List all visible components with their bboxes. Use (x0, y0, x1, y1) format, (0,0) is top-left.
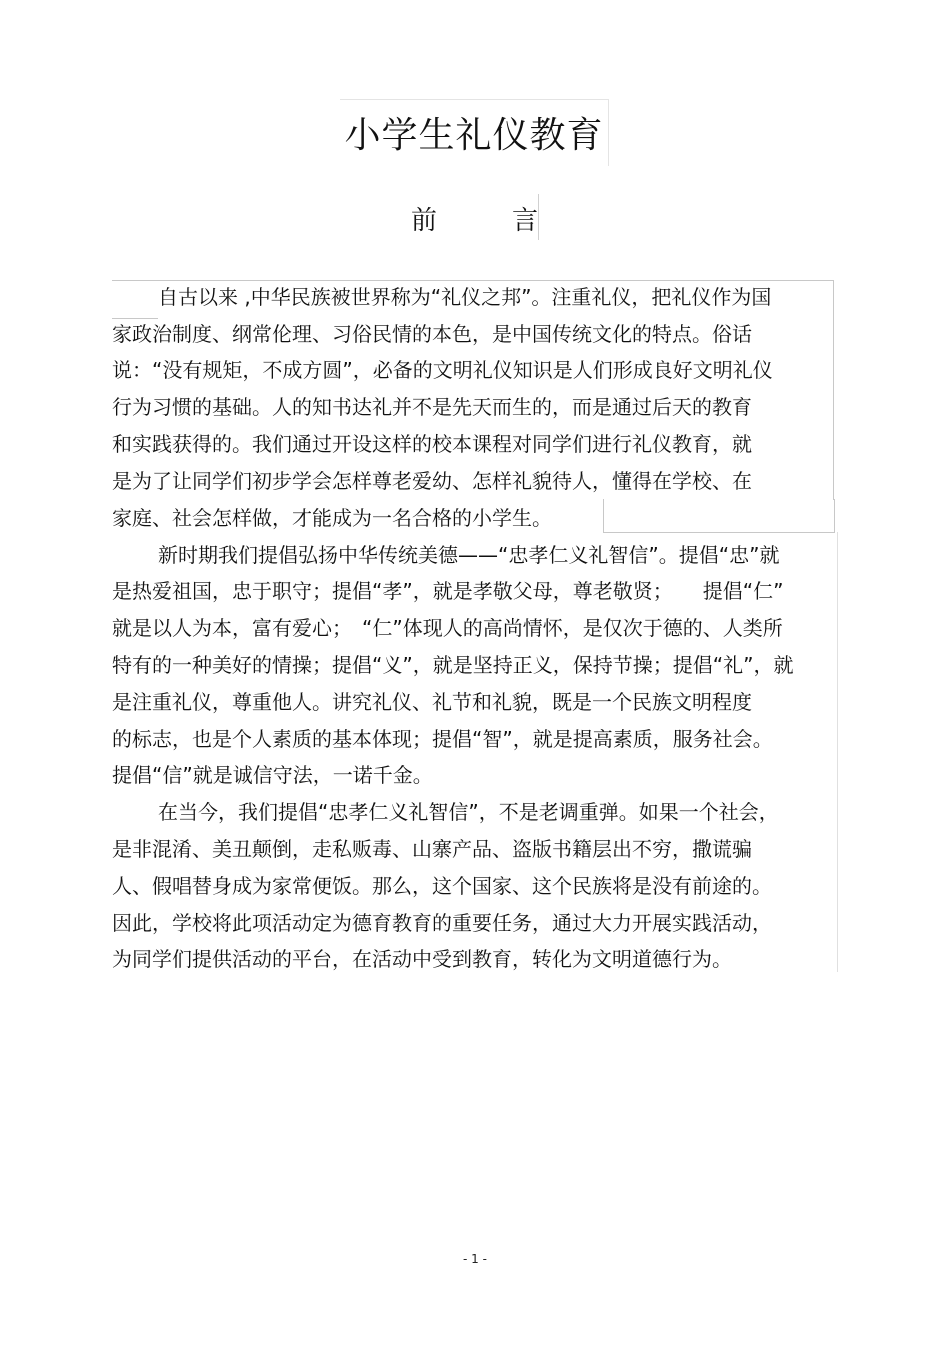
text-line: 是热爱祖国，忠于职守；提倡“孝”，就是孝敬父母，尊老敬贤； 提倡“仁” (112, 579, 784, 603)
text-line: 行为习惯的基础。人的知书达礼并不是先天而生的，而是通过后天的教育 (112, 395, 752, 419)
text-line: 在当今，我们提倡“忠孝仁义礼智信”，不是老调重弹。如果一个社会， (158, 800, 779, 824)
right-margin-rule (837, 532, 838, 972)
text-line: 人、假唱替身成为家常便饭。那么，这个国家、这个民族将是没有前途的。 (112, 874, 772, 898)
text-line: 为同学们提供活动的平台，在活动中受到教育，转化为文明道德行为。 (112, 947, 732, 971)
text-line: 提倡“信”就是诚信守法，一诺千金。 (112, 763, 433, 787)
text-line: 家政治制度、纲常伦理、习俗民情的本色，是中国传统文化的特点。俗话 (112, 322, 752, 346)
text-line: 因此，学校将此项活动定为德育教育的重要任务，通过大力开展实践活动， (112, 911, 772, 935)
text-line: 的标志，也是个人素质的基本体现；提倡“智”，就是提高素质，服务社会。 (112, 727, 773, 751)
preface-char-2: 言 (512, 206, 539, 236)
text-line: 是为了让同学们初步学会怎样尊老爱幼、怎样礼貌待人，懂得在学校、在 (112, 469, 752, 493)
text-line: 新时期我们提倡弘扬中华传统美德——“忠孝仁义礼智信”。提倡“忠”就 (158, 543, 780, 567)
preface-heading (396, 194, 539, 240)
text-line: 是注重礼仪，尊重他人。讲究礼仪、礼节和礼貌，既是一个民族文明程度 (112, 690, 752, 714)
text-line: 和实践获得的。我们通过开设这样的校本课程对同学们进行礼仪教育，就 (112, 432, 752, 456)
page-title: 小学生礼仪教育 (344, 115, 604, 156)
text-line: 就是以人为本，富有爱心； “仁”体现人的高尚情怀，是仅次于德的、人类所 (112, 616, 783, 640)
paragraph-1-frame-tail (603, 499, 835, 533)
text-line: 自古以来 ,中华民族被世界称为“礼仪之邦”。注重礼仪，把礼仪作为国 (158, 285, 772, 309)
text-line: 家庭、社会怎样做，才能成为一名合格的小学生。 (112, 506, 552, 530)
text-line: 说：“没有规矩，不成方圆”，必备的文明礼仪知识是人们形成良好文明礼仪 (112, 358, 773, 382)
text-line: 是非混淆、美丑颠倒，走私贩毒、山寨产品、盗版书籍层出不穷，撒谎骗 (112, 837, 752, 861)
text-line: 特有的一种美好的情操；提倡“义”，就是坚持正义，保持节操；提倡“礼”，就 (112, 653, 794, 677)
paragraph-1-frame-tab (112, 318, 158, 319)
preface-char-1: 前 (411, 206, 438, 236)
page-number: - 1 - (463, 1252, 487, 1266)
